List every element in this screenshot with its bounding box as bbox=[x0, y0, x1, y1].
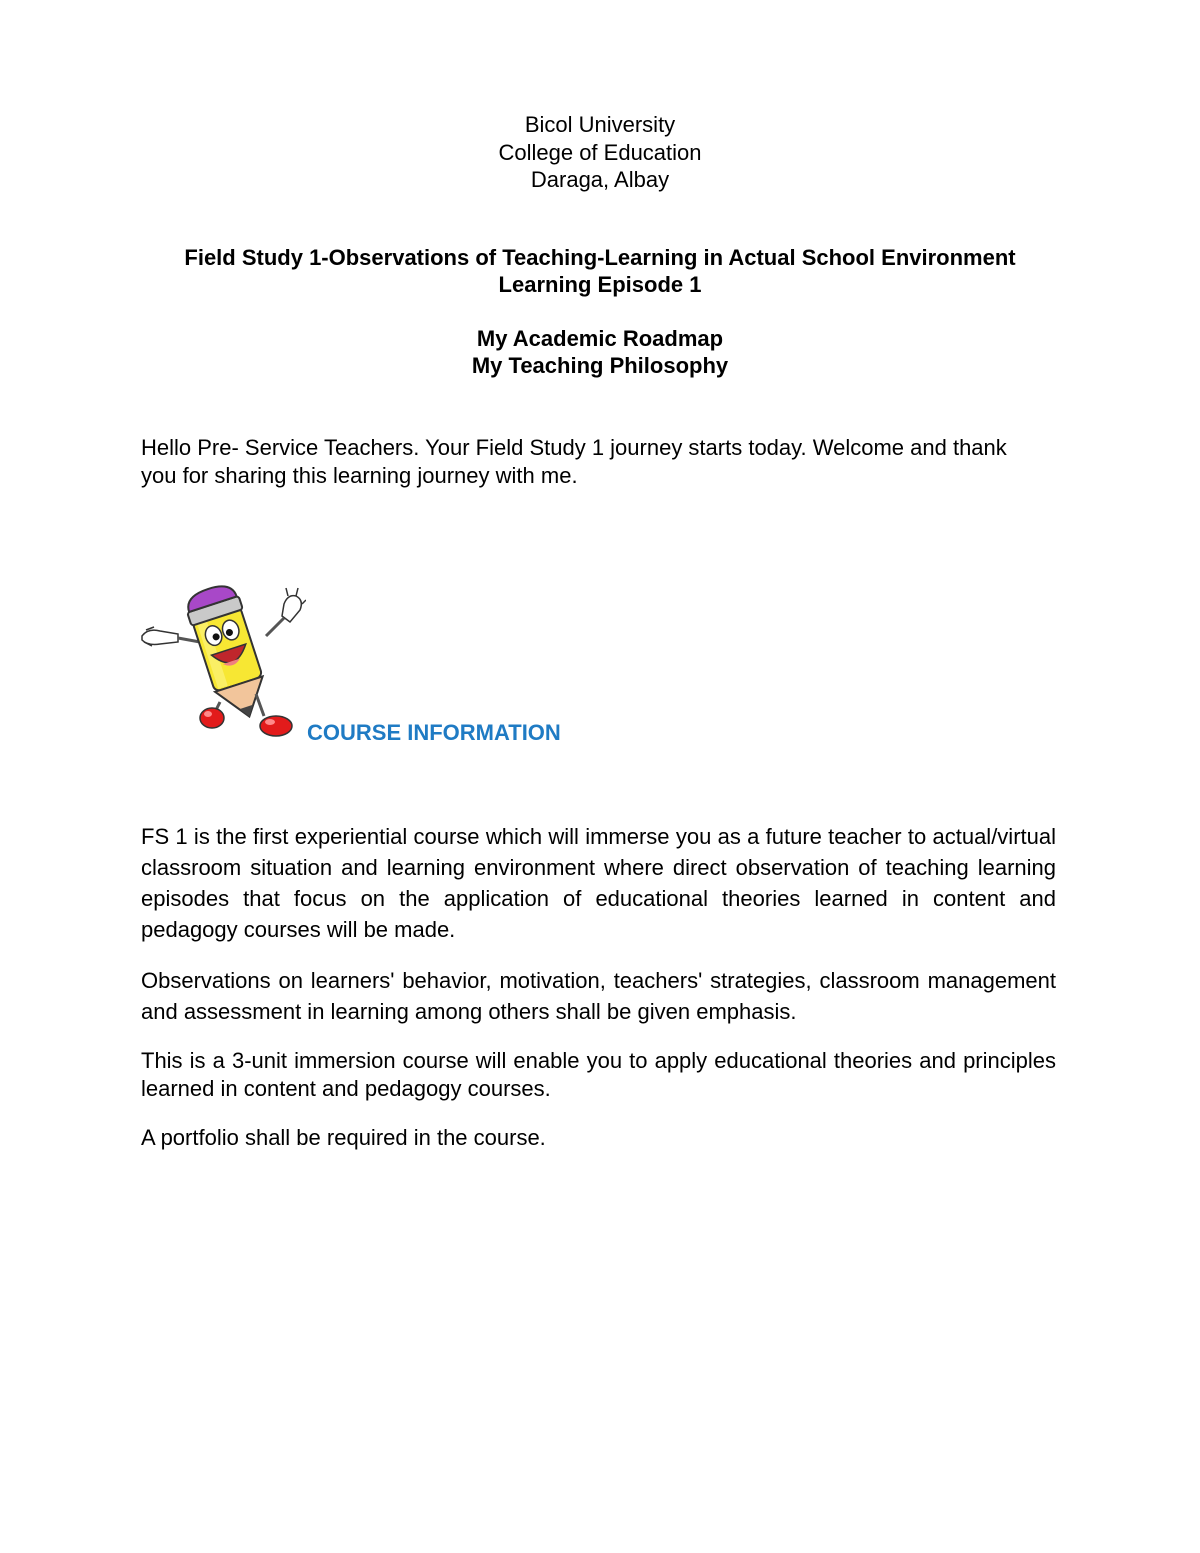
topic-academic-roadmap: My Academic Roadmap bbox=[476, 326, 724, 351]
location: Daraga, Albay bbox=[530, 167, 670, 192]
course-information-heading: COURSE INFORMATION bbox=[307, 720, 561, 745]
course-description-paragraph: FS 1 is the first experiential course which will immerse you as a future teacher to actual/virtual classroom situation and learning environment where direct observation of teaching learning episodes that focus on the application of educational theories learned in content and pedagogy courses will be made. bbox=[141, 824, 1056, 942]
college-name: College of Education bbox=[498, 140, 702, 165]
immersion-paragraph: This is a 3-unit immersion course will enable you to apply educational theories and principles learned in content and pedagogy courses. bbox=[141, 1048, 1056, 1101]
course-title: Field Study 1-Observations of Teaching-Learning in Actual School Environment bbox=[184, 245, 1016, 270]
portfolio-paragraph: A portfolio shall be required in the course. bbox=[141, 1125, 546, 1150]
left-hand bbox=[142, 627, 200, 646]
university-name: Bicol University bbox=[524, 112, 676, 137]
pencil-mascot-icon bbox=[138, 584, 306, 746]
greeting-text: Hello Pre- Service Teachers. Your Field Study 1 journey starts today. Welcome and thank you for sharing this learning journey with me. bbox=[141, 435, 1007, 488]
observations-paragraph: Observations on learners' behavior, motivation, teachers' strategies, classroom management and assessment in learning among others shall be given emphasis. bbox=[141, 968, 1056, 1024]
right-hand bbox=[266, 588, 306, 636]
topic-teaching-philosophy: My Teaching Philosophy bbox=[471, 353, 729, 378]
episode-title: Learning Episode 1 bbox=[498, 272, 702, 297]
